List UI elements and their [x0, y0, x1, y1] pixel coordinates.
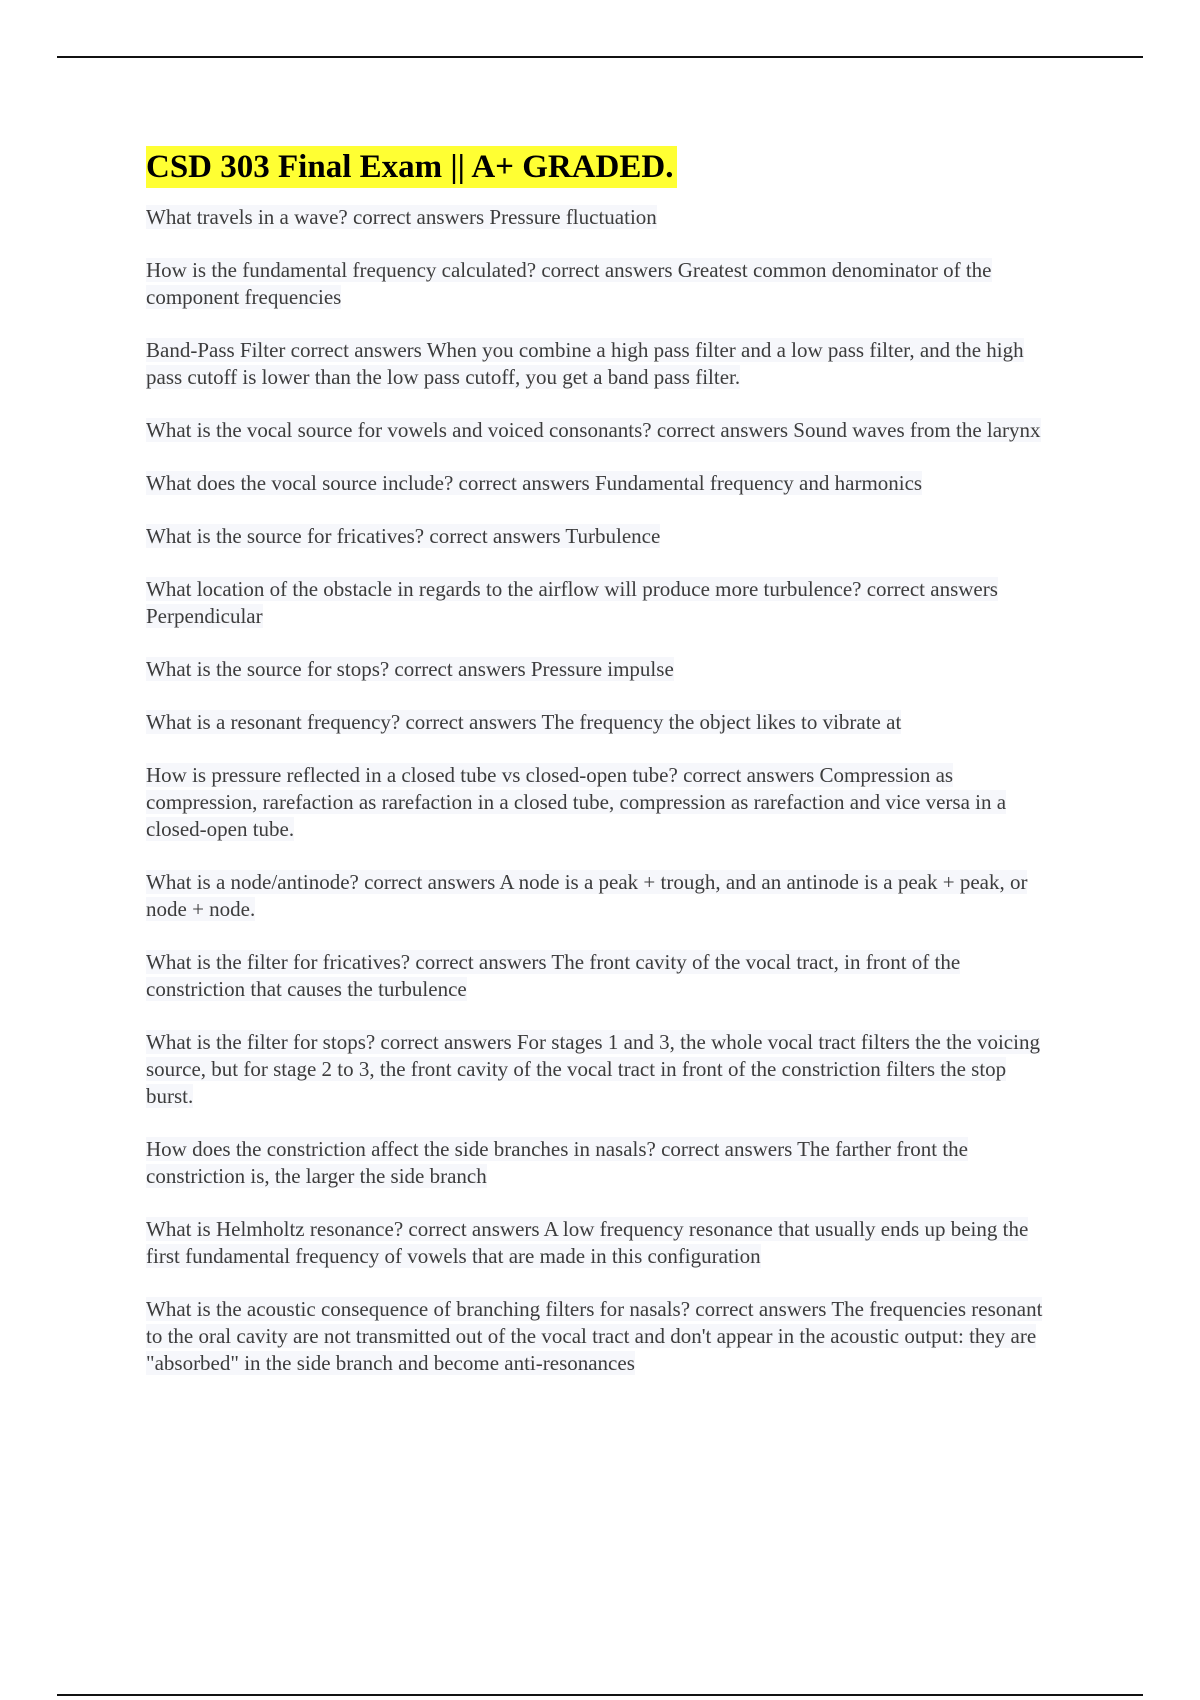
qa-text: Band-Pass Filter correct answers When you combine a high pass filter and a low pass filter, and the high pass cutoff is lower than the low pass cutoff, you get a band pass filter. — [146, 338, 1024, 389]
qa-item — [146, 1136, 1056, 1190]
qa-item — [146, 949, 1056, 1003]
bottom-rule — [57, 1694, 1143, 1696]
qa-text: What is a resonant frequency? correct answers The frequency the object likes to vibrate at — [146, 710, 902, 734]
qa-text: How is pressure reflected in a closed tube vs closed-open tube? correct answers Compression as compression, rarefaction as rarefaction in a closed tube, compression as rarefaction and vice versa in a closed-open tube. — [146, 763, 1007, 841]
qa-list — [146, 204, 1056, 1377]
document-title: CSD 303 Final Exam || A+ GRADED. — [146, 146, 677, 188]
qa-item — [146, 576, 1056, 630]
qa-text: What is the source for fricatives? correct answers Turbulence — [146, 524, 661, 548]
qa-item — [146, 709, 1056, 736]
qa-item — [146, 337, 1056, 391]
qa-item — [146, 417, 1056, 444]
qa-item — [146, 1296, 1056, 1377]
qa-text: What is a node/antinode? correct answers A node is a peak + trough, and an antinode is a peak + peak, or node + node. — [146, 870, 1028, 921]
qa-text: What is Helmholtz resonance? correct answers A low frequency resonance that usually ends up being the first fundamental frequency of vowels that are made in this configuration — [146, 1217, 1029, 1268]
qa-text: What is the filter for fricatives? correct answers The front cavity of the vocal tract, in front of the constriction that causes the turbulence — [146, 950, 961, 1001]
qa-text: What does the vocal source include? correct answers Fundamental frequency and harmonics — [146, 471, 923, 495]
qa-item — [146, 1029, 1056, 1110]
qa-text: What travels in a wave? correct answers Pressure fluctuation — [146, 205, 657, 229]
qa-text: What is the filter for stops? correct answers For stages 1 and 3, the whole vocal tract filters the the voicing source, but for stage 2 to 3, the front cavity of the vocal tract in front of the constriction filters the stop burst. — [146, 1030, 1040, 1108]
qa-item — [146, 257, 1056, 311]
qa-item — [146, 656, 1056, 683]
qa-text: How does the constriction affect the side branches in nasals? correct answers The farther front the constriction is, the larger the side branch — [146, 1137, 968, 1188]
qa-item — [146, 869, 1056, 923]
qa-item — [146, 470, 1056, 497]
qa-text: What is the source for stops? correct answers Pressure impulse — [146, 657, 674, 681]
qa-text: How is the fundamental frequency calculated? correct answers Greatest common denominator of the component frequencies — [146, 258, 992, 309]
qa-item — [146, 204, 1056, 231]
document-body — [146, 146, 1056, 1403]
qa-item — [146, 762, 1056, 843]
qa-item — [146, 523, 1056, 550]
qa-item — [146, 1216, 1056, 1270]
qa-text: What location of the obstacle in regards to the airflow will produce more turbulence? correct answers Perpendicular — [146, 577, 998, 628]
qa-text: What is the vocal source for vowels and voiced consonants? correct answers Sound waves from the larynx — [146, 418, 1041, 442]
top-rule — [57, 56, 1143, 58]
qa-text: What is the acoustic consequence of branching filters for nasals? correct answers The frequencies resonant to the oral cavity are not transmitted out of the vocal tract and don't appear in the acoustic output: they are "absorbed" in the side branch and become anti-resonances — [146, 1297, 1043, 1375]
